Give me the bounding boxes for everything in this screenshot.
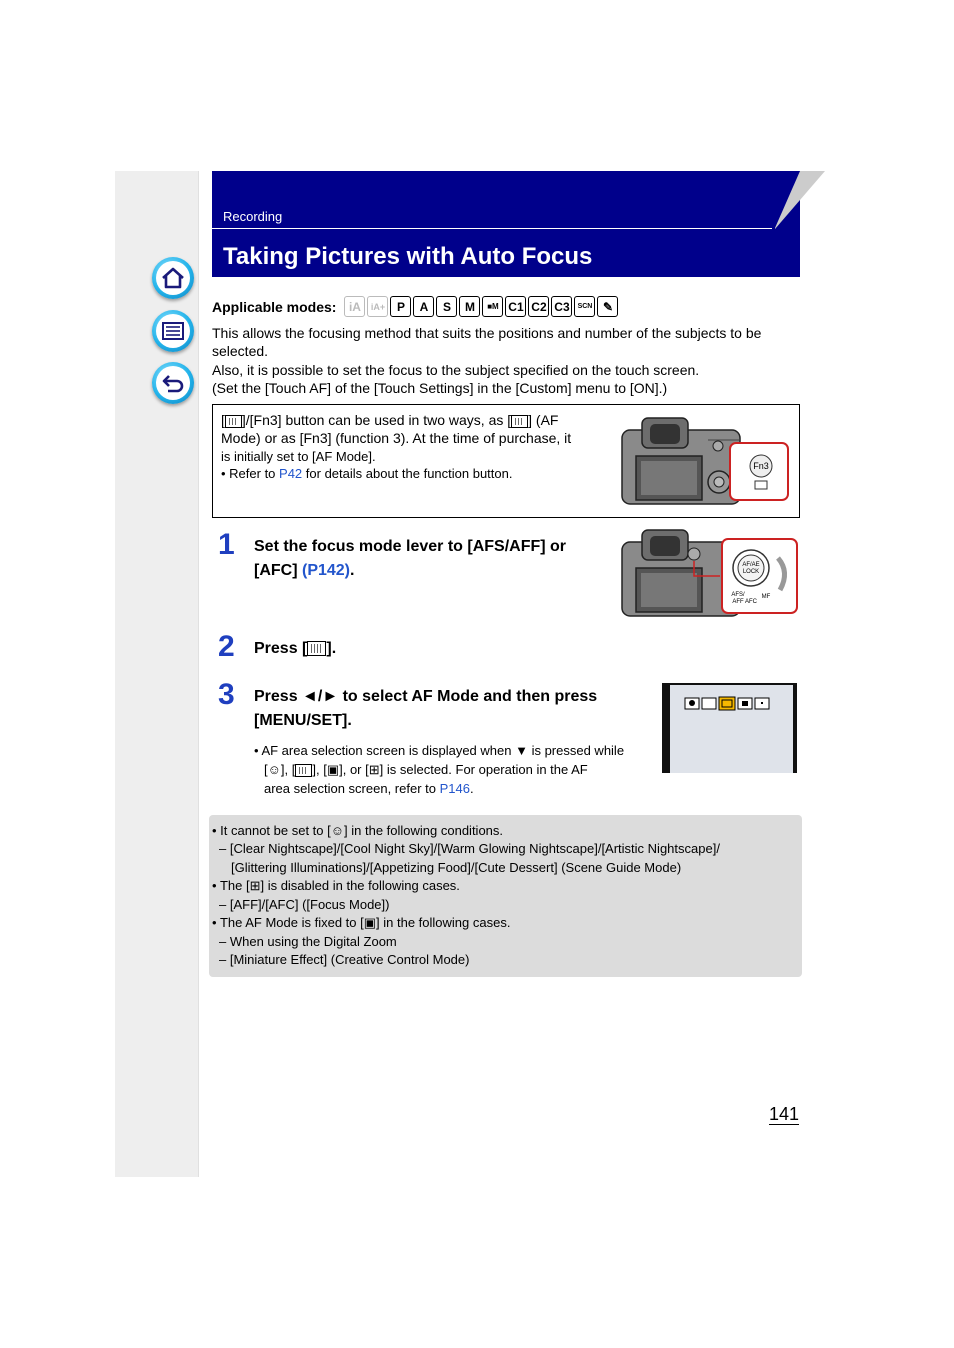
mode-c2-icon: C2 (528, 296, 549, 317)
lever-afc: AFC (745, 599, 757, 605)
fn3-label: Fn3 (753, 461, 769, 471)
af-mode-icon (511, 415, 528, 428)
mode-ia-icon: iA (344, 296, 365, 317)
af-mode-icon (307, 641, 326, 656)
step-3-note-2: [☺], [ ], [▣], or [⊞] is selected. For operation in the AF (264, 762, 588, 777)
applicable-modes-label: Applicable modes: (212, 298, 337, 315)
contents-button[interactable] (152, 310, 194, 352)
camera-back-fn3-illustration (618, 416, 793, 508)
step-1-text-2: [AFC] (P142). (254, 562, 355, 579)
lever-aff: AFF (732, 599, 744, 605)
intro-line-4: (Set the [Touch AF] of the [Touch Settings] in the [Custom] menu to [ON].) (212, 380, 668, 396)
notes-item-1: • It cannot be set to [☺] in the following conditions. (212, 823, 504, 838)
camera-focus-lever-illustration (618, 528, 800, 620)
header-divider (212, 228, 772, 229)
one-area-icon: ▣ (363, 915, 377, 930)
header-corner-decoration (775, 171, 825, 231)
notes-item-3-sub-1: – When using the Digital Zoom (219, 934, 397, 949)
af-mode-icon (225, 415, 242, 428)
mode-ia-plus-icon: iA+ (367, 296, 388, 317)
multi-area-icon (295, 764, 312, 777)
p142-link[interactable]: (P142) (301, 562, 351, 579)
home-icon (160, 265, 186, 291)
note-line-3: is initially set to [AF Mode]. (221, 449, 376, 464)
mode-a-icon: A (413, 296, 434, 317)
step-1-text-1: Set the focus mode lever to [AFS/AFF] or (254, 538, 567, 555)
intro-line-3: Also, it is possible to set the focus to the subject specified on the touch screen. (212, 362, 700, 378)
step-3-number: 3 (218, 678, 235, 711)
af-mode-screen-display (670, 685, 793, 773)
mode-p-icon: P (390, 296, 411, 317)
page-title: Taking Pictures with Auto Focus (223, 243, 593, 270)
face-detect-icon: ☺ (330, 823, 345, 838)
mode-scn-icon: SCN (574, 296, 595, 317)
applicable-modes (212, 296, 620, 317)
step-3-text-2: [MENU/SET]. (254, 712, 352, 729)
af-mode-options (670, 685, 793, 715)
face-detect-icon (689, 700, 695, 706)
notes-item-1-sub-1: – [Clear Nightscape]/[Cool Night Sky]/[Warm Glowing Nightscape]/[Artistic Nightscape]/ (219, 841, 720, 856)
intro-line-2: selected. (212, 343, 269, 359)
note-line-1: [ ]/[Fn3] button can be used in two ways, as [ ] (AF (221, 412, 559, 428)
lever-label-1: AF/AE (742, 562, 760, 568)
intro-line-1: This allows the focusing method that suits the positions and number of the subjects to be (212, 325, 762, 341)
menu-list-icon (160, 318, 186, 344)
p42-link[interactable]: P42 (279, 466, 303, 481)
face-detect-icon: ☺ (267, 762, 281, 777)
back-button[interactable] (152, 362, 194, 404)
mode-s-icon: S (436, 296, 457, 317)
mode-creative-icon: ✎ (597, 296, 618, 317)
note-line-4: • Refer to P42 for details about the function button. (221, 466, 513, 481)
mode-c1-icon: C1 (505, 296, 526, 317)
lever-mf: MF (761, 594, 771, 600)
page-number: 141 (769, 1104, 800, 1124)
step-3-text-1: Press ◄/► to select AF Mode and then press (254, 688, 598, 705)
notes-item-1-sub-2: [Glittering Illuminations]/[Appetizing Food]/[Cute Dessert] (Scene Guide Mode) (231, 860, 682, 875)
notes-item-2-sub-1: – [AFF]/[AFC] ([Focus Mode]) (219, 897, 390, 912)
notes-item-2: • The [⊞] is disabled in the following cases. (212, 878, 460, 893)
pinpoint-icon: ⊞ (249, 878, 261, 893)
step-2-number: 2 (218, 630, 235, 663)
af-mode-screen (662, 683, 797, 773)
mode-c3-icon: C3 (551, 296, 572, 317)
step-3-note-3: area selection screen, refer to P146. (264, 781, 474, 796)
notes-item-3-sub-2: – [Miniature Effect] (Creative Control Mode) (219, 952, 470, 967)
notes-item-3: • The AF Mode is fixed to [▣] in the following cases. (212, 915, 511, 930)
section-label: Recording (223, 209, 283, 224)
pinpoint-icon: ⊞ (368, 762, 380, 777)
note-line-2: Mode) or as [Fn3] (function 3). At the time of purchase, it (221, 430, 572, 446)
step-1-number: 1 (218, 528, 235, 561)
lever-afs: AFS/ (731, 592, 745, 598)
back-arrow-icon (160, 370, 186, 396)
p146-link[interactable]: P146 (439, 781, 470, 796)
step-3-note-1: • AF area selection screen is displayed when ▼ is pressed while (254, 743, 625, 758)
mode-video-m-icon: ■M (482, 296, 503, 317)
home-button[interactable] (152, 257, 194, 299)
step-2-text: Press [ ]. (254, 640, 337, 657)
one-area-icon: ▣ (326, 762, 340, 777)
mode-m-icon: M (459, 296, 480, 317)
lever-label-2: LOCK (742, 569, 760, 575)
